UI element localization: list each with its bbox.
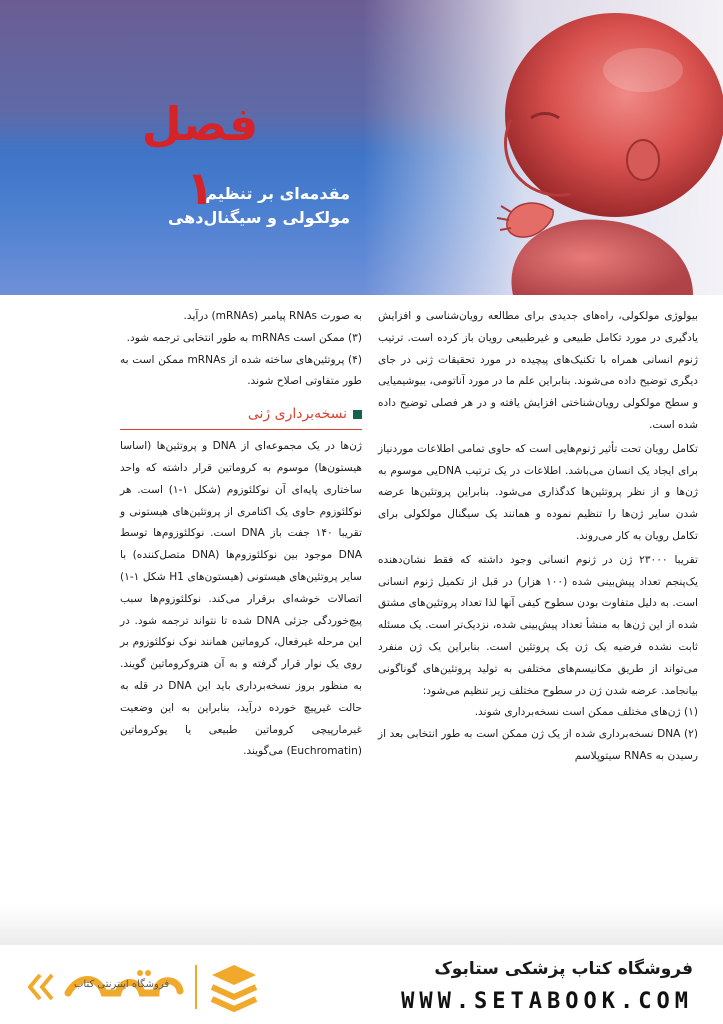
footer: [0, 945, 723, 1024]
store-url-link[interactable]: WWW.SETABOOK.COM: [401, 989, 693, 1014]
page-bottom-fade: [0, 905, 723, 945]
list-item: (۴) پروتئین‌های ساخته شده از mRNAs ممکن است به طور متفاوتی اصلاح شوند.: [120, 353, 363, 388]
paragraph: تقریبا ۲۳۰۰۰ ژن در ژنوم انسانی وجود داشته که فقط نشان‌دهنده یک‌پنجم تعداد پیش‌بینی شده (۱۰۰ هزار) در قبل از تکمیل ژنوم انسانی است. به دلیل متفاوت بودن سطوح کیفی آنها لذا تعداد پروتئین‌های مشتق شده از این ژن‌ها به منشأ تعداد پیش‌بینی شده، نزدیک‌تر است. یک مسئله ثابت نشده فرضیه یک ژن یک پروتئین است. بنابراین یک ژن منفرد می‌تواند از طریق مکانیسم‌های مختلفی به تولید پروتئین‌های گوناگونی بیانجامد. عرضه شدن ژن در سطوح مختلف زیر تنظیم می‌شود:: [378, 553, 698, 697]
section-heading: [120, 403, 362, 430]
paragraph: تکامل رویان تحت تأثیر ژنوم‌هایی است که حاوی تمامی اطلاعات موردنیاز برای ایجاد یک انسان می‌باشد. اطلاعات در یک ترتیب DNAیی موسوم به ژن‌ها و از نظر پروتئین‌ها کدگذاری می‌شود. بنابراین پروتئین‌ها عرضه شدن سایر ژن‌ها را تنظیم نموده و همانند یک سیگنال مولکولی برای تکامل رویان به کار می‌روند.: [378, 442, 698, 542]
right-column: [378, 306, 698, 768]
section-heading-text: نسخه‌برداری ژنی: [247, 406, 347, 423]
regulation-levels-list-continued: [120, 328, 362, 393]
list-item: (۳) ممکن است mRNAs به طور انتخابی ترجمه شود.: [126, 331, 362, 344]
store-name: فروشگاه کتاب پزشکی ستابوک: [434, 959, 693, 979]
paragraph: بیولوژی مولکولی، راه‌های جدیدی برای مطالعه رویان‌شناسی و افزایش یادگیری در مورد تکامل طبیعی و غیرطبیعی رویان باز کرده است. ترتیب ژنوم انسانی همراه با تکنیک‌های پیچیده در مورد تحقیقات ژنی در جای دیگری توضیح داده می‌شوند. بنابراین علم ما در مورد آناتومی، بیوشیمیایی و سطح مولکولی رویان‌شناختی افزایش یافته و در هر فصلی توضیح داده شده است.: [378, 310, 698, 431]
chapter-title: فصل ۱: [141, 97, 259, 215]
left-column: [120, 306, 362, 763]
regulation-levels-list: [378, 702, 698, 767]
paragraph: به صورت RNAs پیامبر (mRNAs) درآید.: [183, 310, 362, 322]
logo-caption: فروشگاه اینترنتی کتاب: [74, 979, 170, 990]
list-item: (۲) DNA نسخه‌برداری شده از یک ژن ممکن است به طور انتخابی بعد از رسیدن به RNAs سیتوپلاسم: [378, 728, 698, 762]
square-bullet-icon: [353, 410, 362, 419]
paragraph: ژن‌ها در یک مجموعه‌ای از DNA و پروتئین‌ها (اساسا هیستون‌ها) موسوم به کروماتین قرار داشته که واحد ساختاری پایه‌ای آن نوکلئوزوم (شکل ۱-۱) است. هر نوکلئوزوم حاوی یک اکتامری از پروتئین‌های هیستونی و تقریبا ۱۴۰ جفت باز DNA است. نوکلئوزوم‌ها توسط DNA موجود بین نوکلئوزوم‌ها (DNA متصل‌کننده) با سایر پروتئین‌های هیستونی (هیستون‌های H1 شکل ۱-۱) اتصالات خوشه‌ای برقرار می‌کند. نوکلئوزوم‌ها سبب پیچ‌خوردگی جزئی DNA شده تا نتواند ترجمه شود. در این مرحله غیرفعال، کروماتین همانند نوک نوکلئوزوم بر روی یک نوار قرار گرفته و به آن هتروکروماتین گویند. به منظور بروز نسخه‌برداری باید این DNA در قله به حالت غیرپیچ خورده درآید، بنابراین به این وضعیت غیرمارپیچی کروماتین طبیعی یا یوکروماتین (Euchromatin) می‌گویند.: [120, 440, 363, 758]
chapter-subtitle: مقدمه‌ای بر تنظیم مولکولی و سیگنال‌دهی: [167, 184, 350, 227]
chapter-banner: [0, 0, 723, 295]
fetus-illustration: [393, 0, 723, 295]
list-item: (۱) ژن‌های مختلف ممکن است نسخه‌برداری شوند.: [474, 706, 698, 719]
